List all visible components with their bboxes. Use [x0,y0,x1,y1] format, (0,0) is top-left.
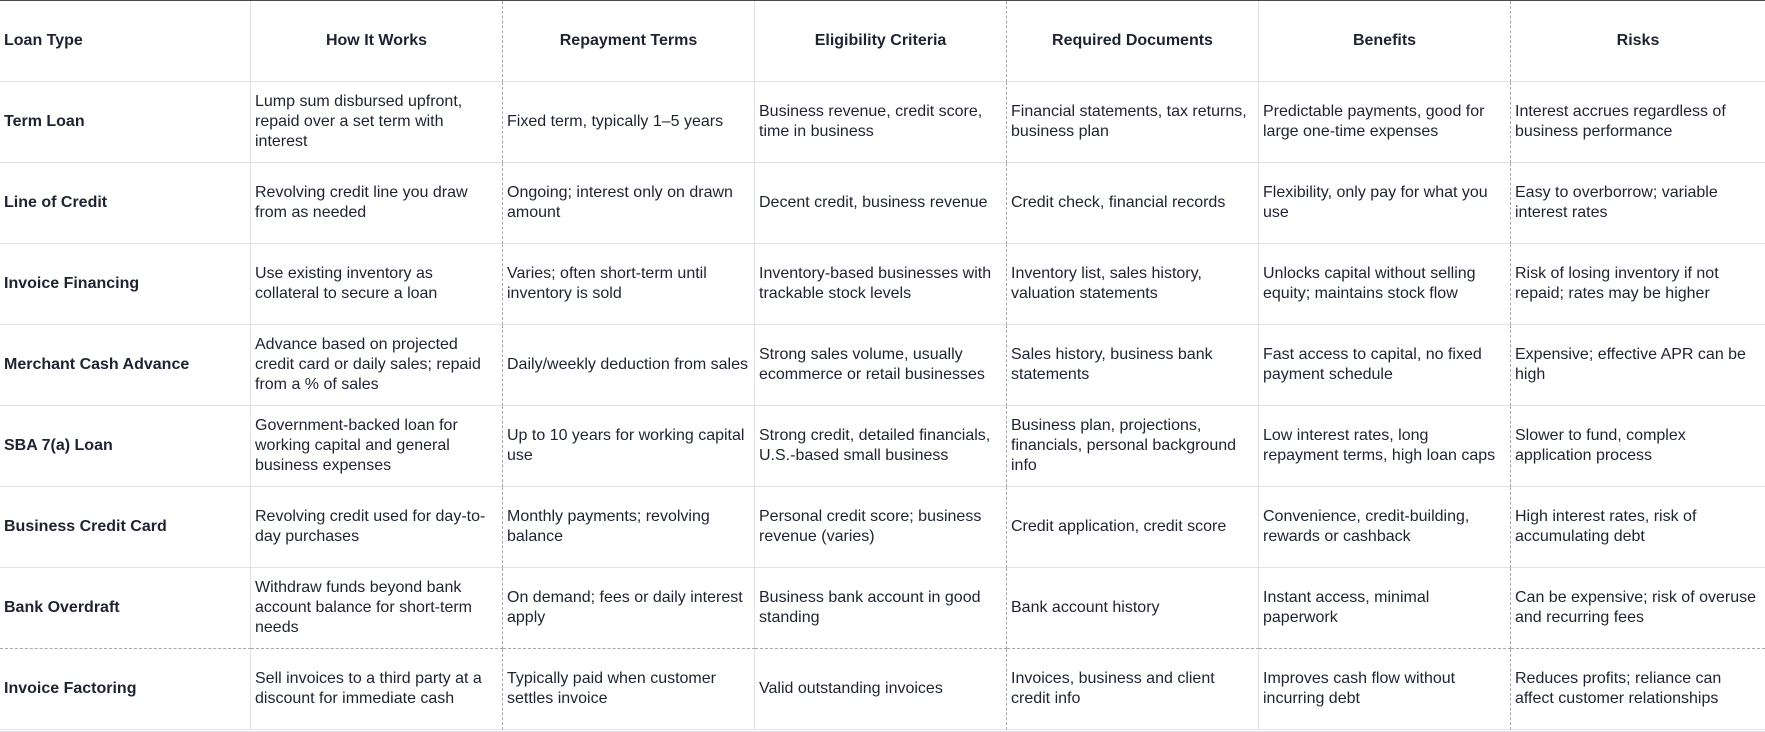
cell-repayment: Monthly payments; revolving balance [503,487,755,568]
cell-documents: Credit application, credit score [1007,487,1259,568]
cell-benefits: Instant access, minimal paperwork [1259,568,1511,649]
header-required-documents: Required Documents [1007,1,1259,82]
cell-eligibility: Valid outstanding invoices [755,649,1007,730]
row-label-term-loan: Term Loan [0,82,251,163]
cell-risks: Reduces profits; reliance can affect customer relationships [1511,649,1765,730]
cell-eligibility: Strong sales volume, usually ecommerce or retail businesses [755,325,1007,406]
cell-repayment: Ongoing; interest only on drawn amount [503,163,755,244]
row-label-merchant-cash-advance: Merchant Cash Advance [0,325,251,406]
cell-repayment: Varies; often short-term until inventory is sold [503,244,755,325]
cell-risks: Can be expensive; risk of overuse and recurring fees [1511,568,1765,649]
cell-eligibility: Business revenue, credit score, time in business [755,82,1007,163]
cell-eligibility: Decent credit, business revenue [755,163,1007,244]
cell-documents: Business plan, projections, financials, personal background info [1007,406,1259,487]
cell-eligibility: Personal credit score; business revenue (varies) [755,487,1007,568]
cell-how: Advance based on projected credit card or daily sales; repaid from a % of sales [251,325,503,406]
cell-documents: Bank account history [1007,568,1259,649]
header-repayment-terms: Repayment Terms [503,1,755,82]
cell-risks: Interest accrues regardless of business performance [1511,82,1765,163]
header-how-it-works: How It Works [251,1,503,82]
cell-repayment: Daily/weekly deduction from sales [503,325,755,406]
cell-documents: Sales history, business bank statements [1007,325,1259,406]
cell-risks: Easy to overborrow; variable interest rates [1511,163,1765,244]
cell-documents: Invoices, business and client credit info [1007,649,1259,730]
cell-eligibility: Strong credit, detailed financials, U.S.-based small business [755,406,1007,487]
cell-risks: Risk of losing inventory if not repaid; rates may be higher [1511,244,1765,325]
cell-how: Withdraw funds beyond bank account balance for short-term needs [251,568,503,649]
loan-comparison-table [0,1,1765,730]
cell-how: Government-backed loan for working capital and general business expenses [251,406,503,487]
cell-risks: Slower to fund, complex application process [1511,406,1765,487]
header-benefits: Benefits [1259,1,1511,82]
row-label-invoice-financing: Invoice Financing [0,244,251,325]
cell-benefits: Improves cash flow without incurring debt [1259,649,1511,730]
cell-benefits: Predictable payments, good for large one-time expenses [1259,82,1511,163]
cell-benefits: Convenience, credit-building, rewards or cashback [1259,487,1511,568]
cell-benefits: Unlocks capital without selling equity; maintains stock flow [1259,244,1511,325]
header-eligibility-criteria: Eligibility Criteria [755,1,1007,82]
row-label-line-of-credit: Line of Credit [0,163,251,244]
cell-how: Use existing inventory as collateral to secure a loan [251,244,503,325]
header-loan-type: Loan Type [0,1,251,82]
cell-risks: High interest rates, risk of accumulating debt [1511,487,1765,568]
row-label-invoice-factoring: Invoice Factoring [0,649,251,730]
row-label-business-credit-card: Business Credit Card [0,487,251,568]
cell-benefits: Flexibility, only pay for what you use [1259,163,1511,244]
cell-eligibility: Inventory-based businesses with trackable stock levels [755,244,1007,325]
cell-repayment: Up to 10 years for working capital use [503,406,755,487]
cell-documents: Financial statements, tax returns, business plan [1007,82,1259,163]
cell-benefits: Fast access to capital, no fixed payment schedule [1259,325,1511,406]
row-label-sba-7a-loan: SBA 7(a) Loan [0,406,251,487]
cell-documents: Inventory list, sales history, valuation statements [1007,244,1259,325]
cell-repayment: On demand; fees or daily interest apply [503,568,755,649]
cell-repayment: Fixed term, typically 1–5 years [503,82,755,163]
row-label-bank-overdraft: Bank Overdraft [0,568,251,649]
cell-how: Revolving credit line you draw from as needed [251,163,503,244]
cell-how: Sell invoices to a third party at a discount for immediate cash [251,649,503,730]
cell-repayment: Typically paid when customer settles invoice [503,649,755,730]
header-risks: Risks [1511,1,1765,82]
cell-documents: Credit check, financial records [1007,163,1259,244]
cell-eligibility: Business bank account in good standing [755,568,1007,649]
cell-how: Revolving credit used for day-to-day purchases [251,487,503,568]
cell-risks: Expensive; effective APR can be high [1511,325,1765,406]
cell-how: Lump sum disbursed upfront, repaid over a set term with interest [251,82,503,163]
cell-benefits: Low interest rates, long repayment terms, high loan caps [1259,406,1511,487]
